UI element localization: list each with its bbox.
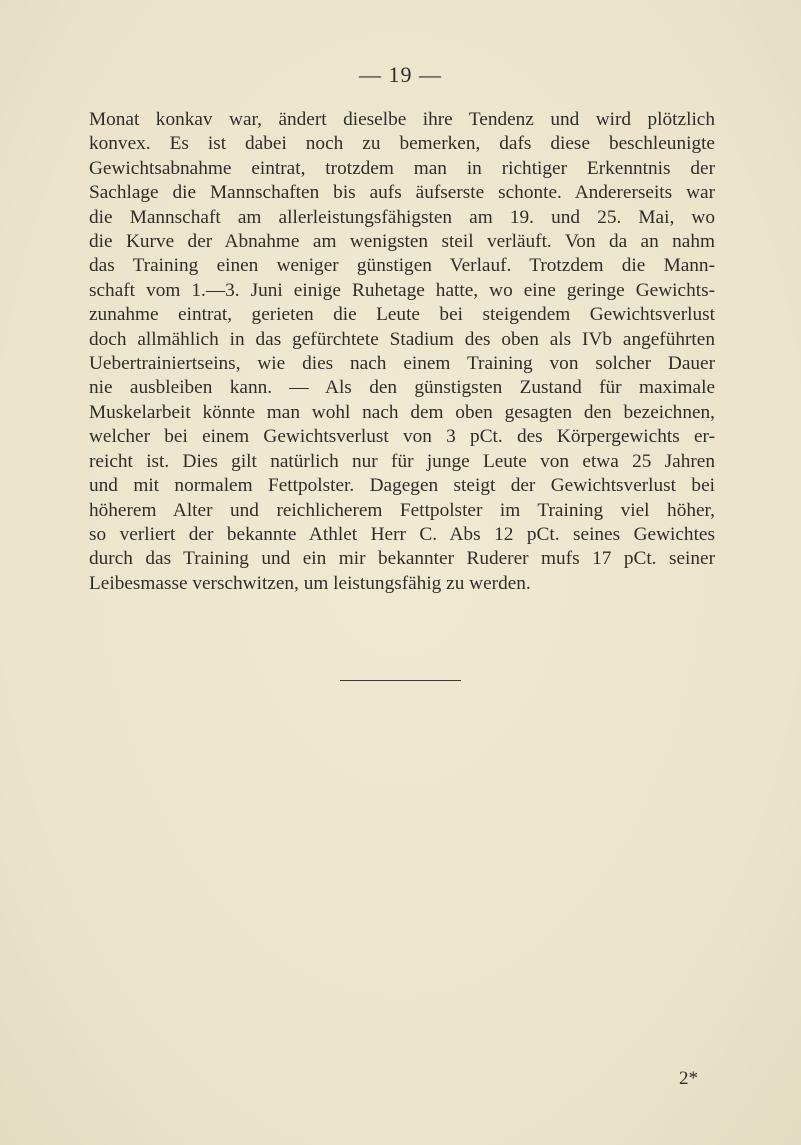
text-line: schaft vom 1.—3. Juni einige Ruhetage hatte, wo eine geringe Gewichts- [89,279,715,301]
text-line: Gewichtsabnahme eintrat, trotzdem man in richtiger Erkenntnis der [89,157,715,179]
text-line: zunahme eintrat, gerieten die Leute bei steigendem Gewichtsverlust [89,304,715,326]
signature-mark: 2* [679,1068,698,1089]
text-line: konvex. Es ist dabei noch zu bemerken, dafs diese beschleunigte [89,133,715,155]
text-line: doch allmählich in das gefürchtete Stadium des oben als IVb angeführten [89,328,715,350]
text-line: Sachlage die Mannschaften bis aufs äufserste schonte. Andererseits war [89,182,715,204]
text-line: nie ausbleiben kann. — Als den günstigsten Zustand für maximale [89,377,715,399]
text-line: und mit normalem Fettpolster. Dagegen steigt der Gewichtsverlust bei [89,475,715,497]
text-line: das Training einen weniger günstigen Verlauf. Trotzdem die Mann- [89,255,715,277]
text-line: Monat konkav war, ändert dieselbe ihre Tendenz und wird plötzlich [89,109,715,130]
text-line: Leibesmasse verschwitzen, um leistungsfähig zu werden. [89,572,531,594]
text-line: die Mannschaft am allerleistungsfähigsten am 19. und 25. Mai, wo [89,206,715,228]
text-line: Muskelarbeit könnte man wohl nach dem oben gesagten den bezeichnen, [89,401,715,423]
text-line: höherem Alter und reichlicherem Fettpolster im Training viel höher, [89,499,715,521]
text-line: welcher bei einem Gewichtsverlust von 3 pCt. des Körpergewichts er- [89,426,715,448]
text-line: Uebertrainiertseins, wie dies nach einem Training von solcher Dauer [89,353,715,375]
text-line: durch das Training und ein mir bekannter Ruderer mufs 17 pCt. seiner [89,548,715,570]
section-divider [340,680,461,681]
text-line: reicht ist. Dies gilt natürlich nur für junge Leute von etwa 25 Jahren [89,450,715,472]
body-paragraph [89,108,715,596]
text-line: die Kurve der Abnahme am wenigsten steil verläuft. Von da an nahm [89,231,715,253]
page-number-header: — 19 — [359,62,442,87]
text-line: so verliert der bekannte Athlet Herr C. Abs 12 pCt. seines Gewichtes [89,523,715,545]
